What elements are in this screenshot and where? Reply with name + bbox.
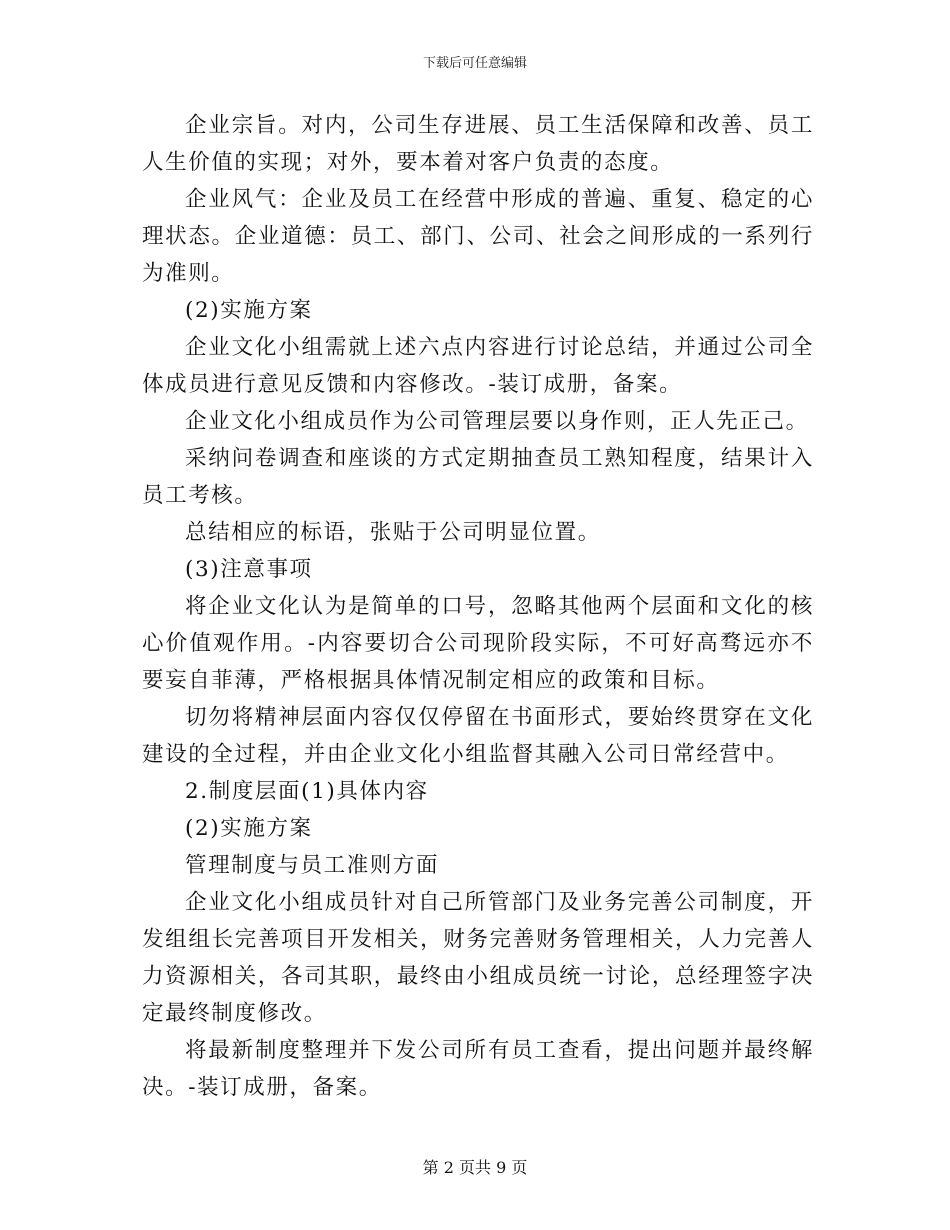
subheading-precautions: (3)注意事项	[185, 557, 313, 582]
paragraph-survey: 采纳问卷调查和座谈的方式定期抽查员工熟知程度，结果计入员工考核。	[142, 446, 814, 508]
paragraph-company-purpose: 企业宗旨。对内，公司生存进展、员工生活保障和改善、员工人生价值的实现；对外，要本着对客户负责的态度。	[142, 113, 814, 175]
subheading-management-rules: 管理制度与员工准则方面	[185, 853, 440, 878]
page-header: 下载后可任意编辑	[422, 56, 527, 71]
document-body	[142, 107, 814, 1106]
paragraph-group-discussion: 企业文化小组需就上述六点内容进行讨论总结，并通过公司全体成员进行意见反馈和内容修改。-装订成册，备案。	[142, 335, 814, 397]
subheading-implementation-plan: (2)实施方案	[185, 298, 313, 323]
subheading-implementation-plan-2: (2)实施方案	[185, 816, 313, 841]
paragraph-improve-system: 企业文化小组成员针对自己所管部门及业务完善公司制度，开发组组长完善项目开发相关，财务完善财务管理相关，人力完善人力资源相关，各司其职，最终由小组成员统一讨论，总经理签字决定最终制度修改。	[142, 890, 814, 1026]
page-footer: 第 2 页共 9 页	[422, 1158, 528, 1177]
paragraph-lead-by-example: 企业文化小组成员作为公司管理层要以身作则，正人先正己。	[185, 409, 809, 434]
paragraph-core-values: 将企业文化认为是简单的口号，忽略其他两个层面和文化的核心价值观作用。-内容要切合公司现阶段实际，不可好高骛远亦不要妄自菲薄，严格根据具体情况制定相应的政策和目标。	[142, 594, 814, 693]
subheading-institutional-level: 2.制度层面(1)具体内容	[185, 779, 429, 804]
paragraph-company-ethos: 企业风气：企业及员工在经营中形成的普遍、重复、稳定的心理状态。企业道德：员工、部门、公司、社会之间形成的一系列行为准则。	[142, 187, 814, 286]
paragraph-slogans: 总结相应的标语，张贴于公司明显位置。	[185, 520, 601, 545]
paragraph-spirit-level: 切勿将精神层面内容仅仅停留在书面形式，要始终贯穿在文化建设的全过程，并由企业文化小组监督其融入公司日常经营中。	[142, 705, 814, 767]
paragraph-distribute-system: 将最新制度整理并下发公司所有员工查看，提出问题并最终解决。-装订成册，备案。	[142, 1038, 814, 1100]
